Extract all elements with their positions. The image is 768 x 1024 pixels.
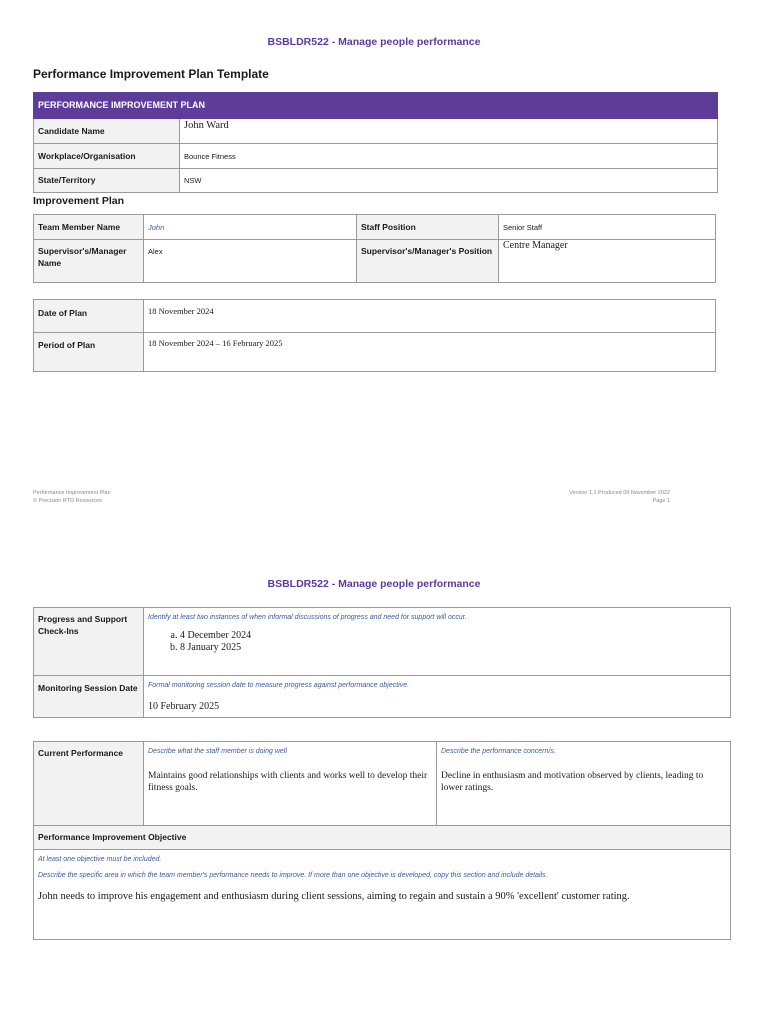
checkins-table	[33, 607, 731, 718]
supervisor-position-field[interactable]: Centre Manager	[499, 240, 716, 283]
list-item: b. 8 January 2025	[180, 642, 726, 654]
document-title: Performance Improvement Plan Template	[33, 67, 269, 81]
team-table	[33, 214, 716, 283]
workplace-field[interactable]: Bounce Fitness	[180, 144, 718, 169]
date-of-plan-field[interactable]: 18 November 2024	[144, 300, 716, 333]
footer-copyright: © Precision RTO Resources	[33, 498, 102, 504]
checkins-field[interactable]	[144, 608, 731, 676]
monitoring-hint: Formal monitoring session date to measure progress against performance objective.	[148, 682, 410, 689]
current-performance-label: Current Performance	[34, 742, 144, 826]
checkins-label: Progress and Support Check-Ins	[34, 608, 144, 676]
objective-label: Performance Improvement Objective	[34, 826, 731, 850]
workplace-label: Workplace/Organisation	[34, 144, 180, 169]
monitoring-date-value: 10 February 2025	[148, 701, 220, 712]
list-item: a. 4 December 2024	[180, 630, 726, 642]
monitoring-field[interactable]	[144, 676, 731, 718]
objective-field[interactable]	[34, 850, 731, 940]
performance-concern-field[interactable]	[437, 742, 731, 826]
footer-version: Version 1.1 Produced 09 November 2022	[569, 490, 670, 496]
checkins-hint: Identify at least two instances of when informal discussions of progress and need for support will occur.	[148, 614, 467, 621]
footer-page-number: Page 1	[652, 498, 670, 504]
state-field[interactable]: NSW	[180, 169, 718, 193]
page2-header: BSBLDR522 - Manage people performance	[267, 578, 481, 590]
improvement-plan-heading: Improvement Plan	[33, 195, 125, 207]
checkins-list	[148, 630, 726, 654]
candidate-name-label: Candidate Name	[34, 119, 180, 144]
date-of-plan-label: Date of Plan	[34, 300, 144, 333]
team-member-label: Team Member Name	[34, 215, 144, 240]
page-header: BSBLDR522 - Manage people performance	[267, 36, 481, 48]
performance-well-value: Maintains good relationships with clients and works well to develop their fitness goals.	[148, 771, 428, 793]
performance-concern-value: Decline in enthusiasm and motivation observed by clients, leading to lower ratings.	[441, 771, 704, 793]
objective-hint-1: At least one objective must be included.	[38, 856, 162, 863]
performance-table	[33, 741, 731, 940]
supervisor-label: Supervisor's/Manager Name	[34, 240, 144, 283]
objective-value: John needs to improve his engagement and enthusiasm during client sessions, aiming to regain and sustain a 90% 'excellent' customer rating.	[38, 891, 630, 902]
supervisor-position-label: Supervisor's/Manager's Position	[357, 240, 499, 283]
team-member-field[interactable]: John	[144, 215, 357, 240]
period-of-plan-field[interactable]: 18 November 2024 – 16 February 2025	[144, 333, 716, 372]
staff-position-field[interactable]: Senior Staff	[499, 215, 716, 240]
footer-doc-name: Performance Improvement Plan	[33, 490, 111, 496]
performance-well-field[interactable]	[144, 742, 437, 826]
page1-footer-left	[33, 489, 111, 505]
objective-hint-2: Describe the specific area in which the team member's performance needs to improve. If more than one objective is developed, copy this section and include details.	[38, 872, 548, 879]
performance-well-hint: Describe what the staff member is doing well	[148, 748, 287, 755]
pip-table	[33, 92, 718, 193]
staff-position-label: Staff Position	[357, 215, 499, 240]
page1-footer-right	[520, 489, 670, 505]
state-label: State/Territory	[34, 169, 180, 193]
pip-table-heading: PERFORMANCE IMPROVEMENT PLAN	[34, 93, 718, 119]
performance-concern-hint: Describe the performance concern/s.	[441, 748, 556, 755]
supervisor-field[interactable]: Alex	[144, 240, 357, 283]
candidate-name-field[interactable]: John Ward	[180, 119, 718, 144]
period-of-plan-label: Period of Plan	[34, 333, 144, 372]
monitoring-label: Monitoring Session Date	[34, 676, 144, 718]
dates-table	[33, 299, 716, 372]
